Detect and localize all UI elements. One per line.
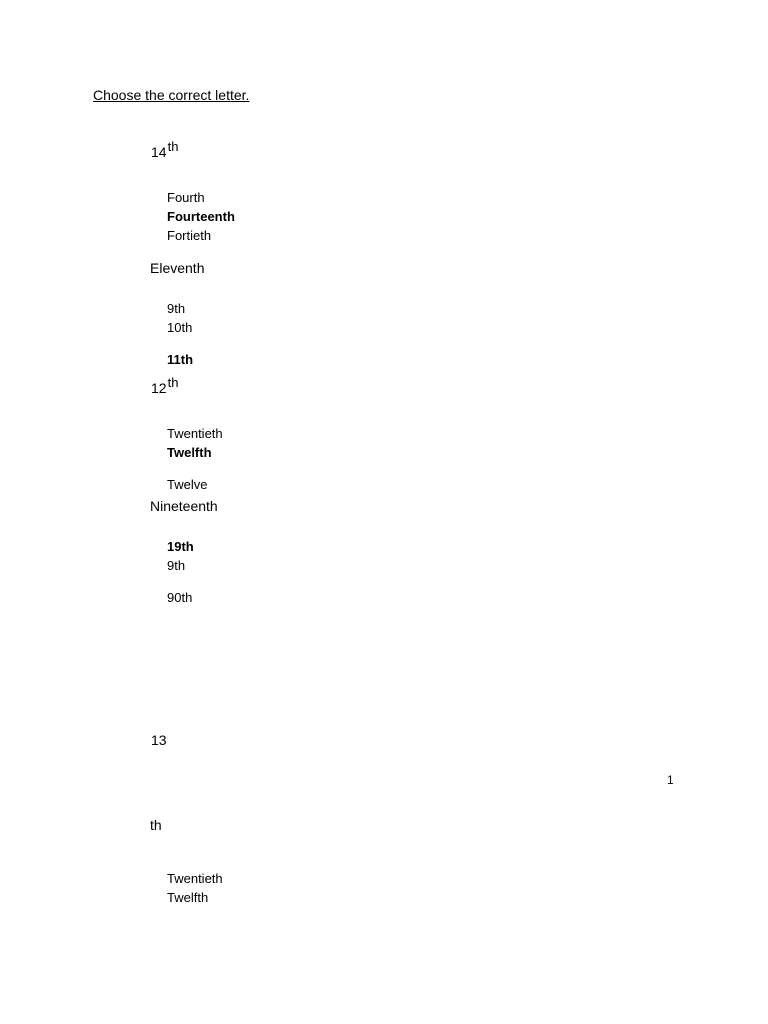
question-3-prompt	[151, 375, 179, 396]
question-5-option-a: Twentieth	[167, 871, 223, 886]
question-5-option-b: Twelfth	[167, 890, 209, 905]
question-5-suffix: th	[150, 817, 162, 833]
question-2-option-b: 10th	[167, 320, 193, 335]
question-1-superscript: th	[167, 139, 179, 154]
question-2-option-c: 11th	[167, 352, 194, 367]
question-1-prompt	[151, 139, 179, 160]
page-number: 1	[667, 773, 674, 787]
question-3-option-b: Twelfth	[167, 445, 212, 460]
question-3-option-a: Twentieth	[167, 426, 223, 441]
question-3-option-c: Twelve	[167, 477, 208, 492]
question-4-option-b: 9th	[167, 558, 186, 573]
question-5-prompt: 13	[151, 732, 167, 748]
instruction-text: Choose the correct letter.	[93, 87, 250, 103]
question-3-superscript: th	[167, 375, 179, 390]
question-1-number: 14	[151, 144, 167, 160]
question-3-number: 12	[151, 380, 167, 396]
question-1-option-c: Fortieth	[167, 228, 212, 243]
question-4-prompt: Nineteenth	[150, 498, 218, 514]
question-4-option-a: 19th	[167, 539, 194, 554]
question-4-option-c: 90th	[167, 590, 193, 605]
question-1-option-a: Fourth	[167, 190, 205, 205]
question-2-prompt: Eleventh	[150, 260, 205, 276]
question-2-option-a: 9th	[167, 301, 186, 316]
question-1-option-b: Fourteenth	[167, 209, 235, 224]
